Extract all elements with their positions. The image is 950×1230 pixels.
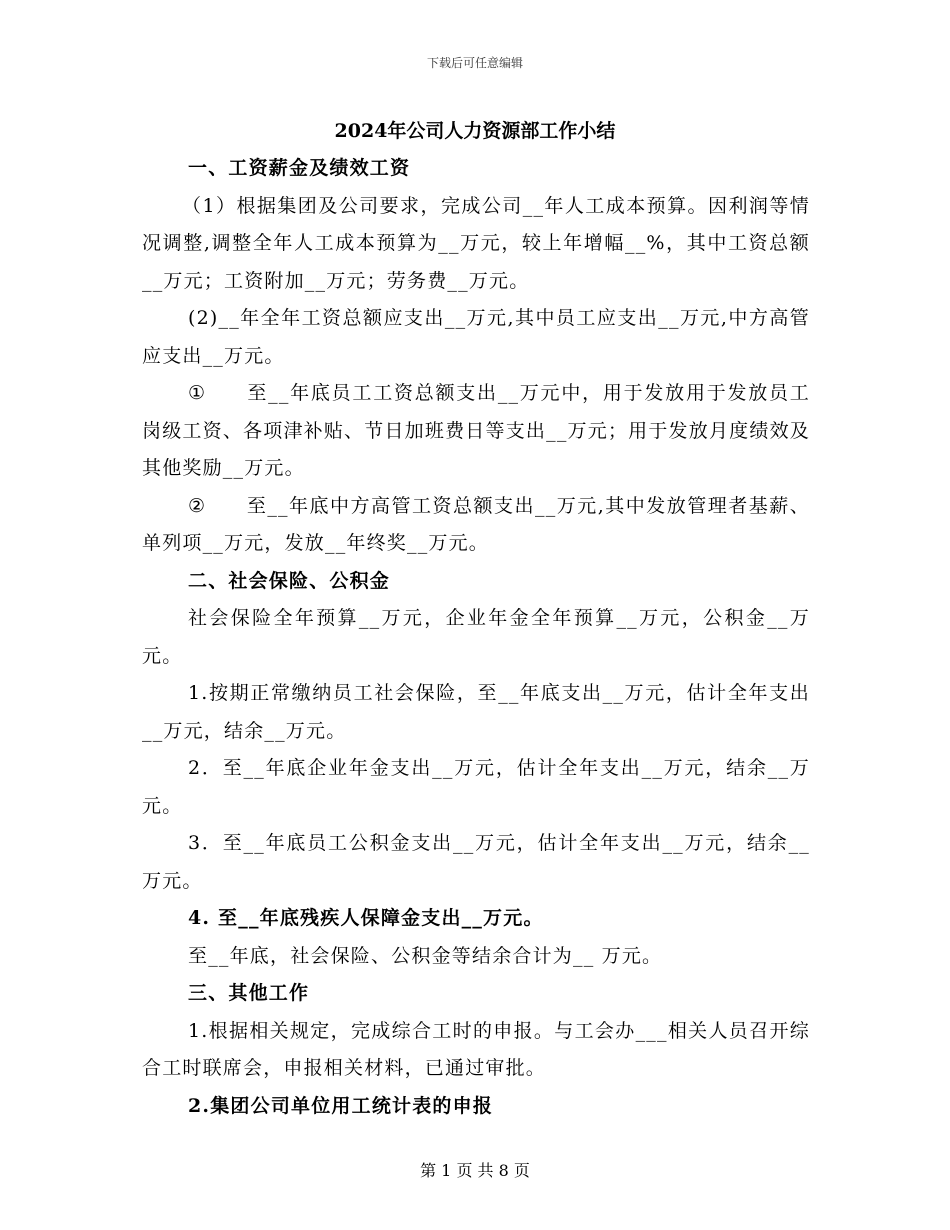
paragraph-5: 社会保险全年预算__万元，企业年金全年预算__万元，公积金__万元。 [142, 607, 810, 667]
paragraph-12: 2.集团公司单位用工统计表的申报 [188, 1094, 494, 1117]
paragraph-6: 1.按期正常缴纳员工社会保险，至__年底支出__万元，估计全年支出__万元，结余__万元。 [142, 682, 810, 742]
paragraph-10: 至__年底，社会保险、公积金等结余合计为__ 万元。 [188, 944, 663, 967]
paragraph-7: 2．至__年底企业年金支出__万元，估计全年支出__万元，结余__万元。 [142, 757, 810, 817]
paragraph-11: 1.根据相关规定，完成综合工时的申报。与工会办___相关人员召开综合工时联席会，申报相关材料，已通过审批。 [142, 1019, 810, 1079]
paragraph-3 [142, 375, 810, 488]
document-body [142, 150, 810, 1125]
section-heading-1: 一、工资薪金及绩效工资 [188, 157, 411, 179]
list-marker-1: ① [188, 382, 207, 404]
paragraph-8: 3．至__年底员工公积金支出__万元，估计全年支出__万元，结余__万元。 [142, 832, 810, 892]
page-footer: 第 1 页 共 8 页 [420, 1161, 530, 1180]
section-heading-2: 二、社会保险、公积金 [188, 569, 391, 592]
list-marker-2: ② [188, 494, 207, 517]
paragraph-4 [142, 488, 810, 563]
paragraph-9: 4. 至__年底残疾人保障金支出__万元。 [188, 907, 544, 929]
paragraph-1: （1）根据集团及公司要求，完成公司__年人工成本预算。因利润等情况调整,调整全年人工成本预算为__万元，较上年增幅__%，其中工资总额__万元；工资附加__万元；劳务费__万元。 [142, 194, 810, 292]
section-heading-3: 三、其他工作 [188, 982, 310, 1004]
header-note: 下载后可任意编辑 [426, 56, 523, 70]
document-title: 2024年公司人力资源部工作小结 [334, 120, 616, 142]
paragraph-4-text: 至__年底中方高管工资总额支出__万元,其中发放管理者基薪、单列项__万元，发放__年终奖__万元。 [142, 494, 811, 554]
paragraph-3-text: 至__年底员工工资总额支出__万元中，用于发放用于发放员工岗级工资、各项津补贴、节日加班费日等支出__万元；用于发放月度绩效及其他奖励__万元。 [142, 382, 810, 479]
paragraph-2: (2)__年全年工资总额应支出__万元,其中员工应支出__万元,中方高管应支出__万元。 [142, 307, 810, 367]
